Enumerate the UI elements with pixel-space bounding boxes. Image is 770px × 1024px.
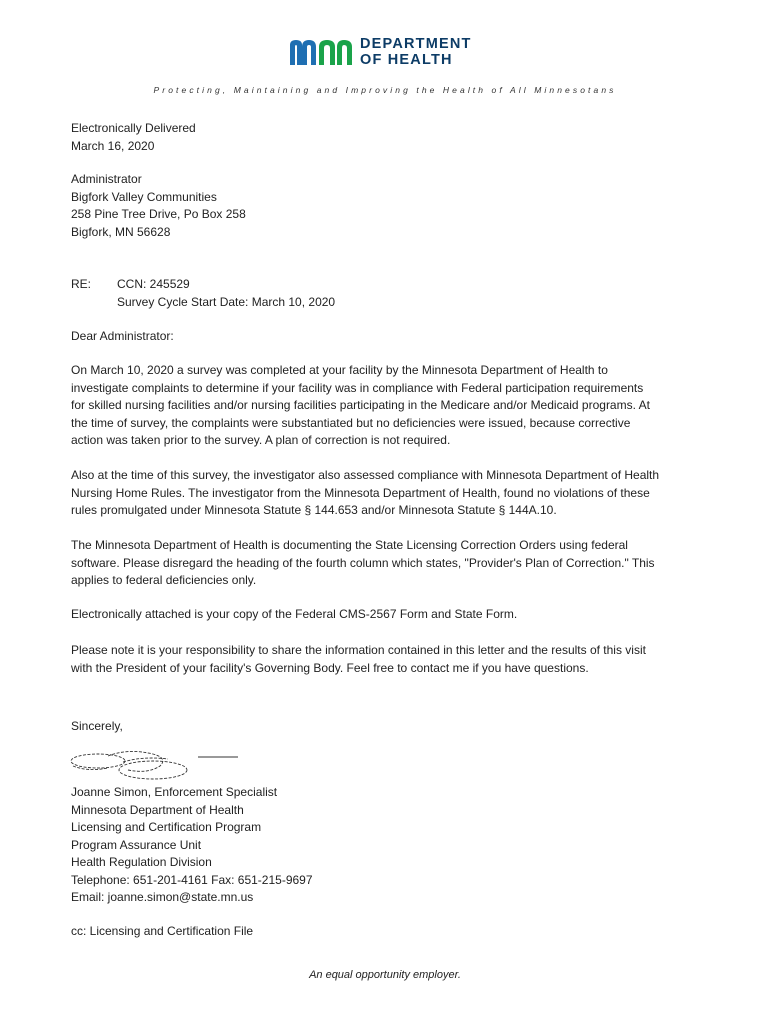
paragraph-2 — [71, 467, 701, 520]
paragraph-4 — [71, 606, 701, 624]
paragraph-line: The Minnesota Department of Health is documenting the State Licensing Correction Orders using federal — [71, 538, 628, 552]
paragraph-line: rules promulgated under Minnesota Statute § 144.653 and/or Minnesota Statute § 144A.10. — [71, 503, 557, 517]
mdh-logo — [288, 32, 488, 72]
letter-date: March 16, 2020 — [71, 138, 155, 153]
signer-block — [71, 784, 313, 907]
paragraph-line: investigate complaints to determine if your facility was in compliance with Federal participation requirements — [71, 380, 644, 395]
delivery-block — [71, 120, 196, 155]
paragraph-line: the time of survey, the complaints were substantiated but no deficiencies were issued, because corrective — [71, 415, 631, 430]
cc-line: cc: Licensing and Certification File — [71, 924, 254, 938]
ccn: CCN: 245529 — [117, 277, 190, 291]
paragraph-line: applies to federal deficiencies only. — [71, 573, 257, 587]
logo-line-2: OF HEALTH — [360, 52, 453, 68]
paragraph-line: Nursing Home Rules. The investigator from the Minnesota Department of Health, found no violations of these — [71, 485, 650, 500]
recipient-street: 258 Pine Tree Drive, Po Box 258 — [71, 207, 246, 221]
signer-phone-fax: Telephone: 651-201-4161 Fax: 651-215-9697 — [71, 872, 313, 887]
mn-logo-icon — [288, 37, 354, 67]
delivery-method: Electronically Delivered — [71, 121, 196, 135]
survey-start-date: Survey Cycle Start Date: March 10, 2020 — [117, 294, 336, 309]
footer-statement: An equal opportunity employer. — [309, 969, 461, 981]
signer-email: Email: joanne.simon@state.mn.us — [71, 890, 254, 904]
paragraph-1 — [71, 362, 701, 450]
recipient-organization: Bigfork Valley Communities — [71, 189, 217, 204]
tagline: Protecting, Maintaining and Improving the Health of All Minnesotans — [153, 85, 617, 95]
signer-unit: Program Assurance Unit — [71, 837, 202, 852]
signer-division: Health Regulation Division — [71, 855, 212, 869]
signer-name: Joanne Simon, Enforcement Specialist — [71, 785, 278, 799]
signer-program: Licensing and Certification Program — [71, 820, 262, 834]
paragraph-5 — [71, 642, 701, 677]
paragraph-line: software. Please disregard the heading of the fourth column which states, "Provider's Plan of Correction." This — [71, 555, 655, 570]
handwritten-signature — [68, 746, 243, 782]
paragraph-line: On March 10, 2020 a survey was completed at your facility by the Minnesota Department of Health to — [71, 363, 608, 377]
salutation: Dear Administrator: — [71, 329, 174, 343]
logo-line-1: DEPARTMENT — [360, 36, 472, 52]
recipient-city: Bigfork, MN 56628 — [71, 224, 171, 239]
re-block — [117, 276, 335, 311]
re-label: RE: — [71, 277, 92, 291]
paragraph-line: Please note it is your responsibility to share the information contained in this letter and the results of this visit — [71, 643, 646, 657]
signer-department: Minnesota Department of Health — [71, 802, 244, 817]
paragraph-line: with the President of your facility's Governing Body. Feel free to contact me if you have questions. — [71, 660, 589, 675]
paragraph-3 — [71, 537, 701, 590]
paragraph-line: for skilled nursing facilities and/or nursing facilities participating in the Medicare and/or Medicaid programs. At — [71, 398, 650, 412]
recipient-address — [71, 171, 246, 241]
paragraph-line: Electronically attached is your copy of the Federal CMS-2567 Form and State Form. — [71, 607, 518, 621]
logo-wordmark — [360, 36, 472, 68]
paragraph-line: action was taken prior to the survey. A plan of correction is not required. — [71, 433, 451, 447]
closing: Sincerely, — [71, 719, 123, 733]
recipient-title: Administrator — [71, 172, 142, 186]
paragraph-line: Also at the time of this survey, the investigator also assessed compliance with Minnesota Department of Health — [71, 468, 660, 482]
